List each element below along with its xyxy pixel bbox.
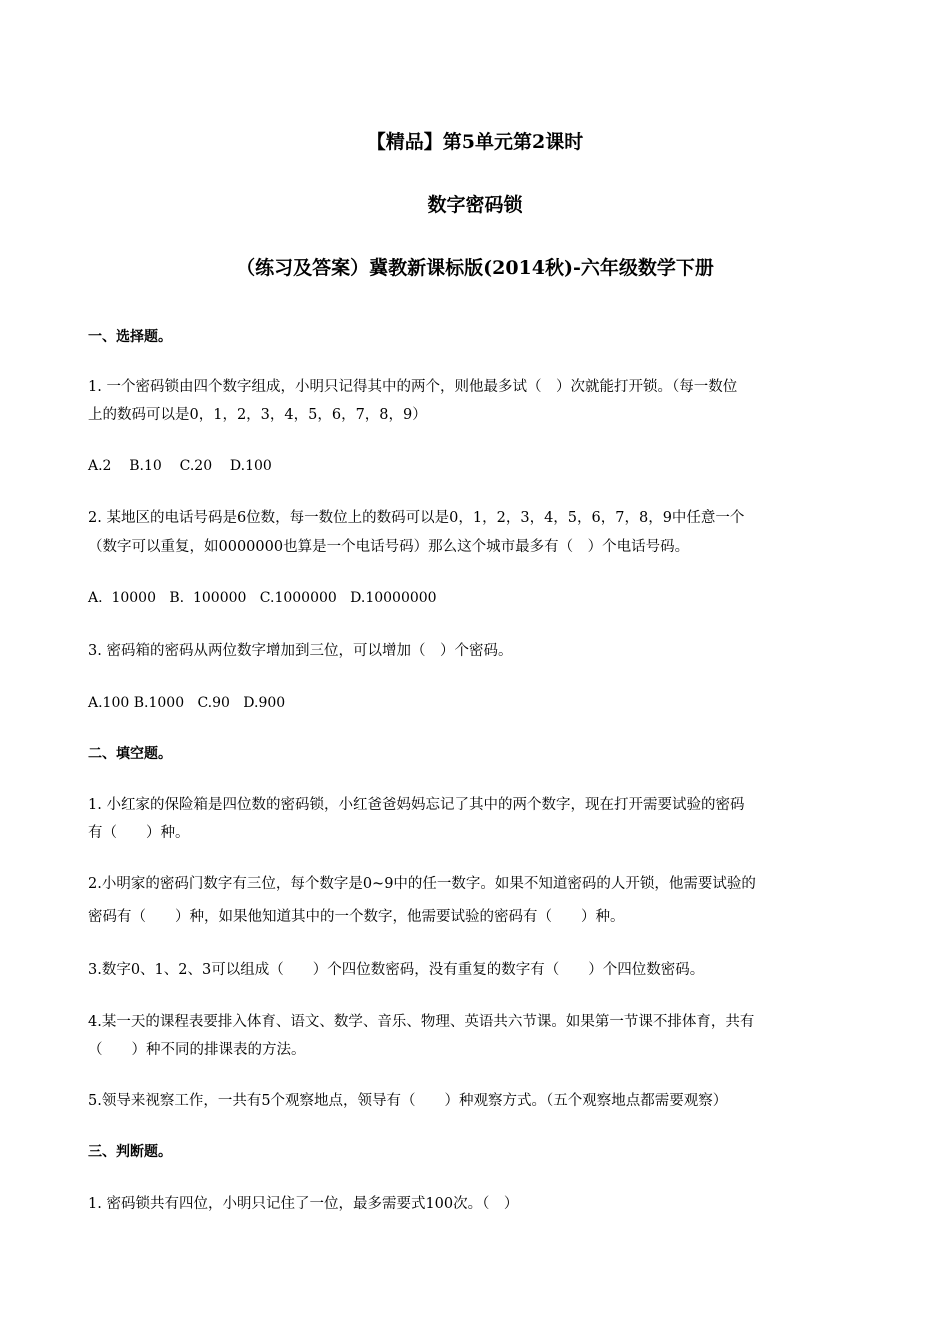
choice-q2-line-2: （数字可以重复，如0000000也算是一个电话号码）那么这个城市最多有（ ）个电话号码。: [88, 539, 690, 555]
fill-q2-line-1: 2.小明家的密码门数字有三位，每个数字是0~9中的任一数字。如果不知道密码的人开锁，他需要试验的: [88, 876, 756, 892]
judge-q1-line-1: 1. 密码锁共有四位，小明只记住了一位，最多需要式100次。（ ）: [88, 1196, 519, 1212]
fill-q1-line-2: 有（ ）种。: [88, 825, 190, 841]
choice-q1-line-1: 1. 一个密码锁由四个数字组成，小明只记得其中的两个，则他最多试（ ）次就能打开锁。（每一数位: [88, 379, 738, 395]
choice-q3-line-1: 3. 密码箱的密码从两位数字增加到三位，可以增加（ ）个密码。: [88, 643, 513, 659]
section-heading-fill: 二、填空题。: [88, 746, 172, 762]
fill-q2-line-2: 密码有（ ）种，如果他知道其中的一个数字，他需要试验的密码有（ ）种。: [88, 909, 625, 925]
fill-q3-line-1: 3.数字0、1、2、3可以组成（ ）个四位数密码，没有重复的数字有（ ）个四位数密码。: [88, 962, 705, 978]
title-line-2: 数字密码锁: [427, 194, 523, 216]
choice-q2-options: A. 10000 B. 100000 C.1000000 D.10000000: [88, 590, 437, 606]
choice-q2-line-1: 2. 某地区的电话号码是6位数，每一数位上的数码可以是0，1，2，3，4，5，6，7，8，9中任意一个: [88, 510, 745, 526]
fill-q5-line-1: 5.领导来视察工作，一共有5个观察地点，领导有（ ）种观察方式。（五个观察地点都需要观察）: [88, 1093, 728, 1109]
choice-q1-options: A.2 B.10 C.20 D.100: [88, 458, 272, 474]
fill-q4-line-1: 4.某一天的课程表要排入体育、语文、数学、音乐、物理、英语共六节课。如果第一节课不排体育，共有: [88, 1014, 755, 1030]
section-heading-judge: 三、判断题。: [88, 1144, 172, 1160]
choice-q1-line-2: 上的数码可以是0，1，2，3，4，5，6，7，8，9）: [88, 407, 427, 423]
section-heading-choice: 一、选择题。: [88, 329, 172, 345]
choice-q3-options: A.100 B.1000 C.90 D.900: [88, 695, 286, 711]
fill-q4-line-2: （ ）种不同的排课表的方法。: [88, 1042, 306, 1058]
fill-q1-line-1: 1. 小红家的保险箱是四位数的密码锁，小红爸爸妈妈忘记了其中的两个数字，现在打开需要试验的密码: [88, 797, 745, 813]
title-line-1: 【精品】第5单元第2课时: [366, 131, 584, 153]
title-line-3: （练习及答案）冀教新课标版(2014秋)-六年级数学下册: [236, 257, 714, 279]
